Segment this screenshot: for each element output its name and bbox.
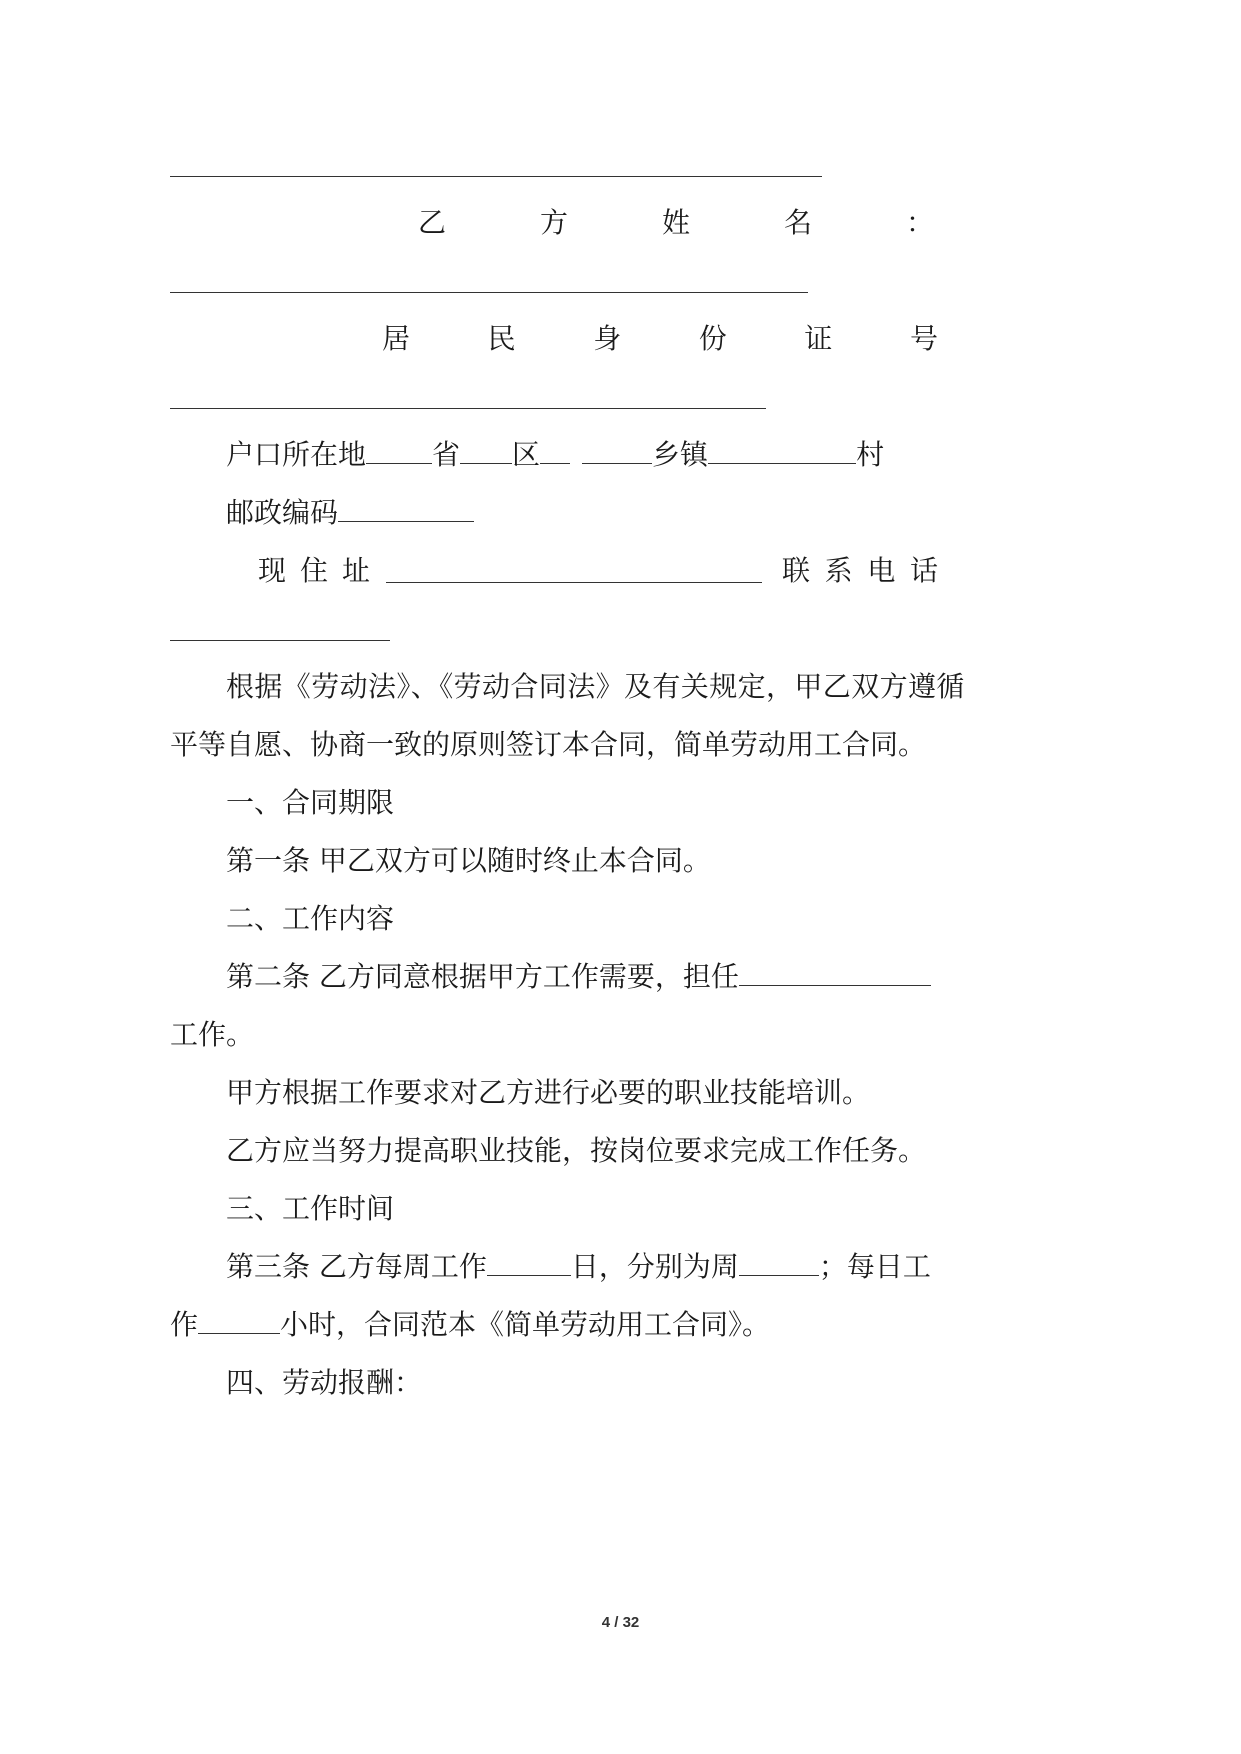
postal-blank[interactable]	[338, 495, 474, 522]
section-title: 三、工作时间	[226, 1192, 395, 1225]
phone-label	[782, 551, 938, 591]
article-2	[226, 957, 931, 997]
section-title: 二、工作内容	[226, 902, 395, 935]
label-char: 址	[341, 554, 370, 587]
label-char: 联	[782, 554, 811, 587]
label-char: 号	[909, 322, 938, 355]
label-char: 民	[487, 322, 516, 355]
article-3-text: ；每日工	[818, 1250, 931, 1283]
days-blank[interactable]	[487, 1249, 571, 1276]
address-blank[interactable]	[386, 582, 762, 583]
label-char: 方	[539, 206, 568, 239]
fill-line	[170, 176, 822, 177]
village-label: 村	[856, 438, 885, 471]
township-label: 乡镇	[652, 438, 709, 471]
article-3-cont	[170, 1305, 770, 1345]
label-char: 证	[804, 322, 833, 355]
province-blank[interactable]	[366, 437, 432, 464]
weekdays-blank[interactable]	[739, 1249, 819, 1276]
label-char: 现	[258, 554, 287, 587]
section-title: 一、合同期限	[226, 786, 395, 819]
district-blank[interactable]	[460, 437, 512, 464]
article-2-text: 第二条 乙方同意根据甲方工作需要，担任	[226, 960, 739, 993]
duty-text: 乙方应当努力提高职业技能，按岗位要求完成工作任务。	[226, 1134, 927, 1167]
district-label: 区	[512, 438, 541, 471]
intro-line-2: 平等自愿、协商一致的原则签订本合同，简单劳动用工合同。	[170, 728, 927, 761]
article-2-end: 工作。	[170, 1018, 255, 1051]
label-char: 住	[299, 554, 328, 587]
label-char: 电	[867, 554, 896, 587]
province-label: 省	[432, 438, 461, 471]
hukou-line	[226, 435, 884, 475]
hukou-label: 户口所在地	[226, 438, 367, 471]
fill-line	[170, 292, 808, 293]
label-char: 居	[382, 322, 411, 355]
article-3-text: 作	[170, 1308, 199, 1341]
label-char: 话	[909, 554, 938, 587]
article-3-text: 小时，合同范本《简单劳动用工合同》。	[280, 1308, 771, 1341]
article-1: 第一条 甲乙双方可以随时终止本合同。	[226, 844, 711, 877]
village-blank[interactable]	[708, 437, 856, 464]
article-3-text: 日，分别为周	[570, 1250, 739, 1283]
postal-label: 邮政编码	[226, 496, 339, 529]
label-char: 身	[593, 322, 622, 355]
page-number: 4 / 32	[601, 1614, 640, 1631]
article-3-text: 第三条 乙方每周工作	[226, 1250, 487, 1283]
intro-line-1: 根据《劳动法》、《劳动合同法》及有关规定，甲乙双方遵循	[226, 670, 965, 703]
phone-blank[interactable]	[170, 640, 390, 641]
id-number-label	[382, 319, 938, 359]
party-b-name-label	[418, 203, 934, 243]
article-3	[226, 1247, 931, 1287]
label-char: 份	[698, 322, 727, 355]
label-char: 名	[783, 206, 812, 239]
label-char: 姓	[661, 206, 690, 239]
district-blank-2[interactable]	[540, 437, 570, 464]
fill-line	[170, 408, 766, 409]
position-blank[interactable]	[739, 959, 931, 986]
address-label	[258, 551, 370, 591]
township-blank[interactable]	[582, 437, 652, 464]
label-char: 系	[824, 554, 853, 587]
postal-line	[226, 493, 474, 533]
training-text: 甲方根据工作要求对乙方进行必要的职业技能培训。	[226, 1076, 871, 1109]
hours-blank[interactable]	[198, 1307, 280, 1334]
label-char: 乙	[418, 206, 447, 239]
label-char: ：	[905, 206, 934, 239]
section-title: 四、劳动报酬：	[226, 1366, 423, 1399]
